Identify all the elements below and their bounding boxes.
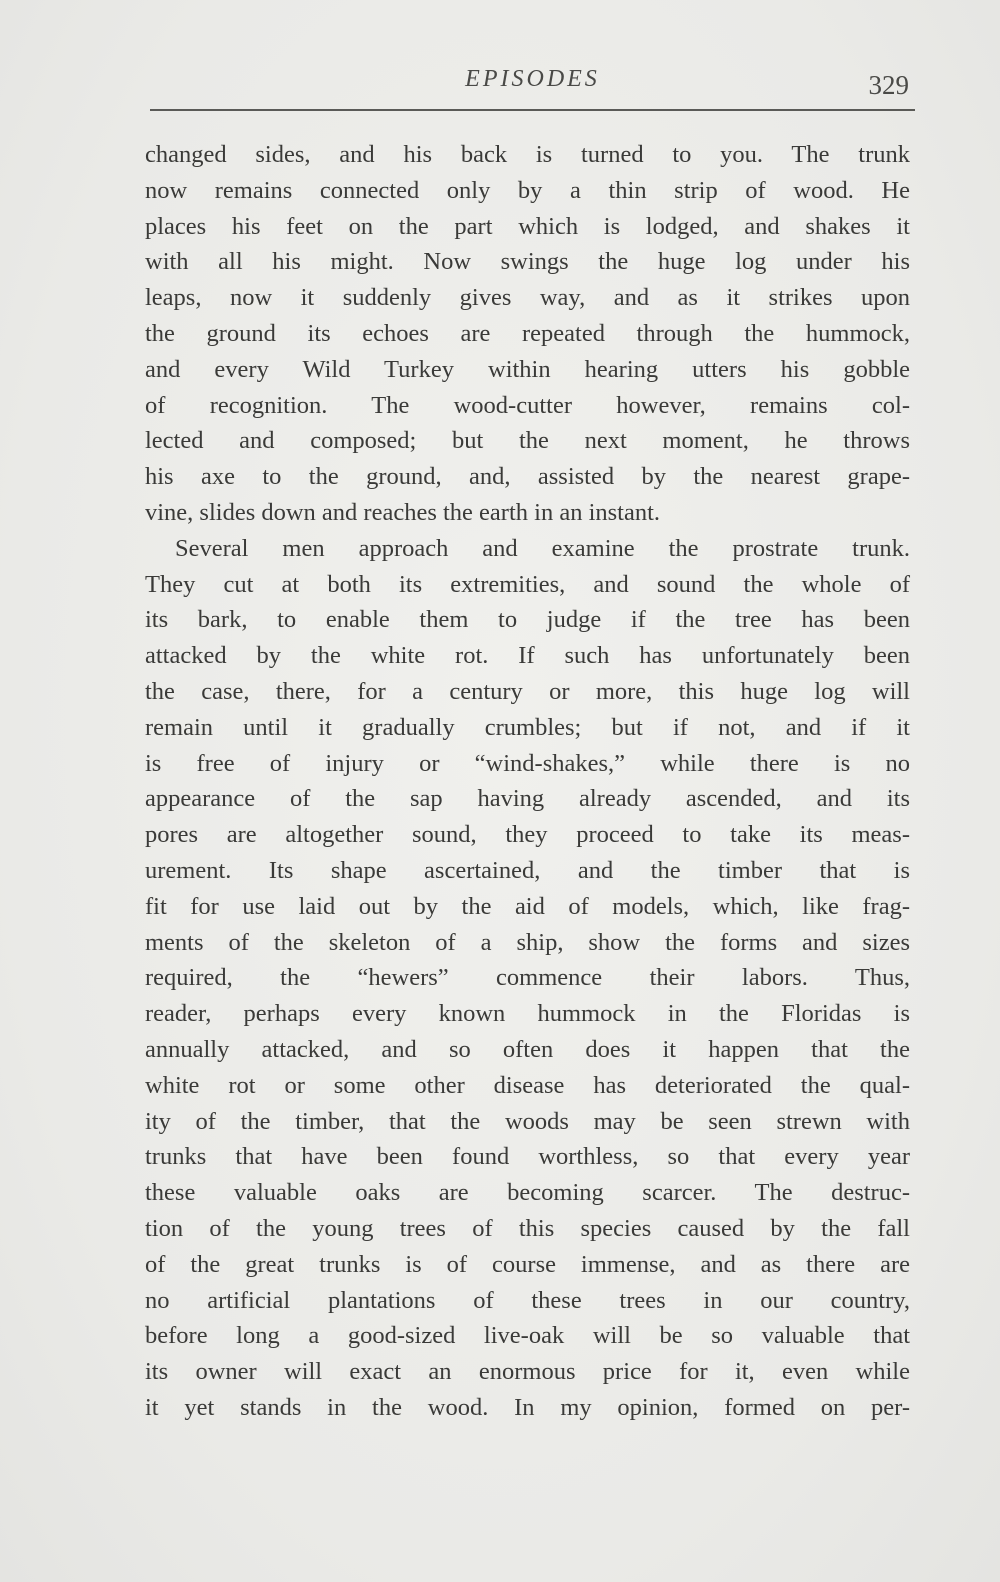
text-line: it yet stands in the wood. In my opinion, formed on per- [145, 1393, 910, 1421]
text-line: leaps, now it suddenly gives way, and as it strikes upon [145, 284, 910, 312]
text-line: remain until it gradually crumbles; but if not, and if it [145, 713, 910, 741]
page-number: 329 [868, 70, 909, 100]
text-line: urement. Its shape ascertained, and the timber that is [145, 856, 910, 884]
text-line: his axe to the ground, and, assisted by the nearest grape- [145, 463, 910, 491]
text-line: of the great trunks is of course immense, and as there are [145, 1250, 910, 1278]
text-line: white rot or some other disease has deteriorated the qual- [145, 1071, 910, 1099]
text-line: with all his might. Now swings the huge log under his [145, 248, 910, 276]
paragraph-first-line: Several men approach and examine the prostrate trunk. [175, 534, 910, 562]
text-line: before long a good-sized live-oak will be so valuable that [145, 1322, 910, 1350]
text-line: reader, perhaps every known hummock in the Floridas is [145, 1000, 910, 1028]
header-rule [150, 109, 915, 111]
text-line: changed sides, and his back is turned to you. The trunk [145, 141, 910, 168]
text-line: these valuable oaks are becoming scarcer. The destruc- [145, 1179, 910, 1207]
text-line: lected and composed; but the next moment, he throws [145, 427, 910, 455]
text-line: trunks that have been found worthless, so that every year [145, 1143, 910, 1171]
text-line: tion of the young trees of this species caused by the fall [145, 1214, 910, 1242]
text-line: now remains connected only by a thin strip of wood. He [145, 176, 910, 204]
text-line: annually attacked, and so often does it happen that the [145, 1035, 910, 1063]
text-line: fit for use laid out by the aid of models, which, like frag- [145, 892, 910, 920]
text-line: its owner will exact an enormous price for it, even while [145, 1358, 910, 1386]
text-line: no artificial plantations of these trees in our country, [145, 1286, 910, 1314]
text-line: pores are altogether sound, they proceed to take its meas- [145, 821, 910, 849]
text-line: appearance of the sap having already ascended, and its [145, 785, 910, 813]
text-line: and every Wild Turkey within hearing utters his gobble [145, 355, 910, 383]
text-line: the ground its echoes are repeated through the hummock, [145, 319, 910, 347]
text-line: ity of the timber, that the woods may be seen strewn with [145, 1107, 910, 1135]
text-line: attacked by the white rot. If such has unfortunately been [145, 642, 910, 670]
body-text [145, 137, 910, 1426]
running-title: EPISODES [465, 66, 600, 92]
text-line: its bark, to enable them to judge if the tree has been [145, 606, 910, 634]
text-line: They cut at both its extremities, and sound the whole of [145, 570, 910, 598]
running-head [150, 66, 915, 106]
text-line: required, the “hewers” commence their labors. Thus, [145, 964, 910, 992]
text-line: ments of the skeleton of a ship, show the forms and sizes [145, 928, 910, 956]
text-line: of recognition. The wood-cutter however, remains col- [145, 391, 910, 419]
text-line: the case, there, for a century or more, this huge log will [145, 677, 910, 705]
text-line: is free of injury or “wind-shakes,” while there is no [145, 749, 910, 777]
text-line: places his feet on the part which is lodged, and shakes it [145, 212, 910, 240]
paragraph-last-line: vine, slides down and reaches the earth in an instant. [145, 498, 661, 526]
